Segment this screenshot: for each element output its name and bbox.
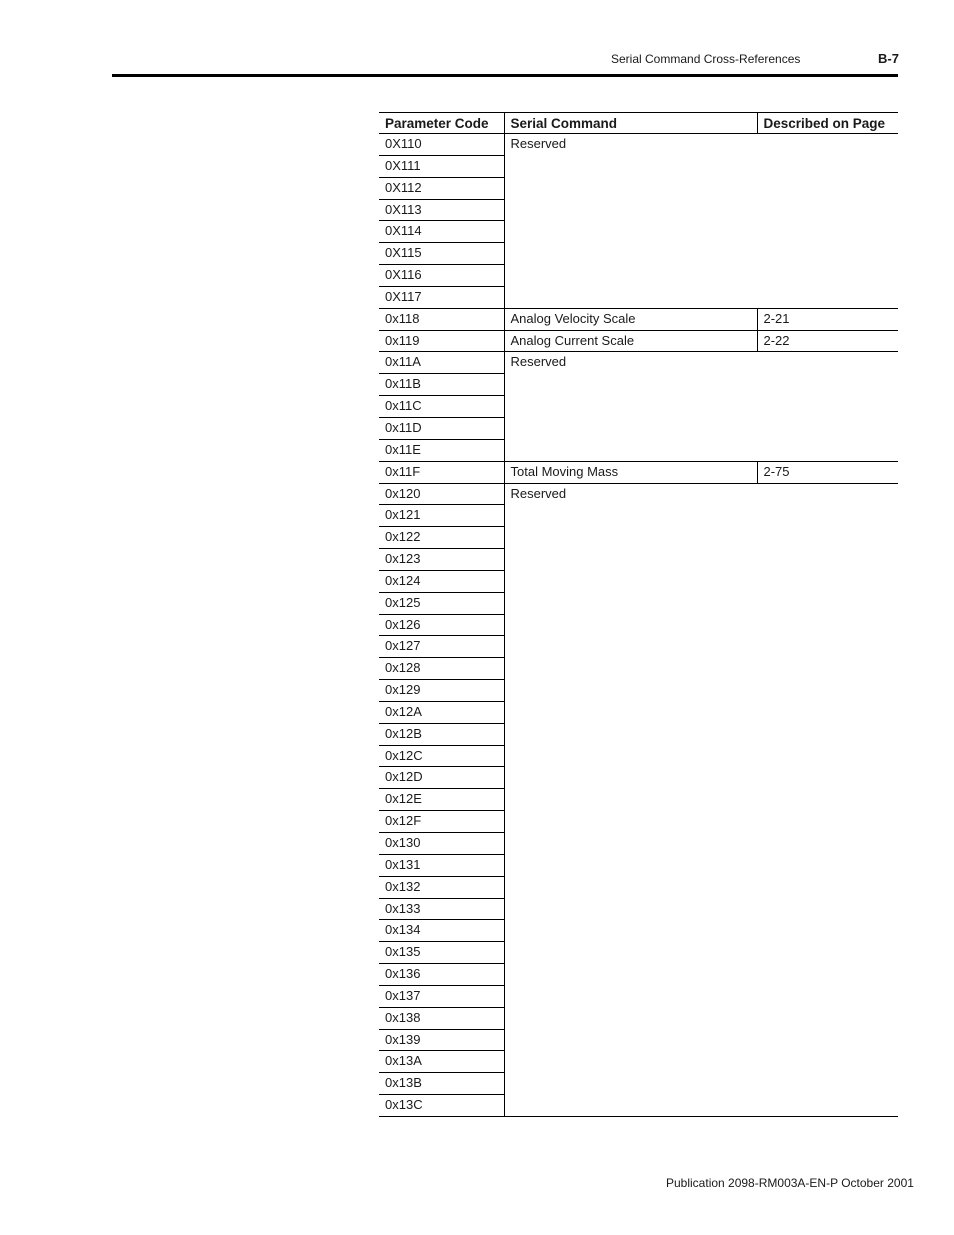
parameter-code-cell: 0x119: [379, 330, 504, 352]
table-row: [379, 308, 898, 330]
parameter-code-cell: 0x13C: [379, 1095, 504, 1117]
parameter-code-cell: 0x121: [379, 505, 504, 527]
parameter-code-cell: 0x122: [379, 527, 504, 549]
parameter-code-cell: 0x125: [379, 592, 504, 614]
parameter-code-cell: 0X116: [379, 265, 504, 287]
parameter-code-cell: 0x124: [379, 570, 504, 592]
parameter-code-cell: 0x12B: [379, 723, 504, 745]
table-row: [379, 330, 898, 352]
table-row: [379, 352, 898, 374]
parameter-code-cell: 0x11A: [379, 352, 504, 374]
parameter-code-cell: 0x137: [379, 985, 504, 1007]
parameter-code-cell: 0x12A: [379, 701, 504, 723]
serial-command-cell: Reserved: [504, 483, 898, 1116]
parameter-code-cell: 0X114: [379, 221, 504, 243]
parameter-code-cell: 0x138: [379, 1007, 504, 1029]
parameter-code-cell: 0x136: [379, 964, 504, 986]
parameter-code-cell: 0x128: [379, 658, 504, 680]
described-on-page-cell: 2-21: [757, 308, 898, 330]
parameter-code-cell: 0x132: [379, 876, 504, 898]
parameter-code-cell: 0X110: [379, 134, 504, 156]
parameter-code-cell: 0x12D: [379, 767, 504, 789]
table-header-row: [379, 113, 898, 134]
parameter-code-cell: 0x130: [379, 833, 504, 855]
serial-command-cell: Total Moving Mass: [504, 461, 757, 483]
parameter-code-cell: 0X113: [379, 199, 504, 221]
parameter-code-cell: 0x133: [379, 898, 504, 920]
described-on-page-cell: 2-75: [757, 461, 898, 483]
parameter-code-cell: 0X111: [379, 155, 504, 177]
serial-command-cell: Analog Current Scale: [504, 330, 757, 352]
parameter-code-cell: 0x120: [379, 483, 504, 505]
publication-footer: Publication 2098-RM003A-EN-P October 2001: [666, 1176, 914, 1190]
parameter-code-cell: 0x131: [379, 854, 504, 876]
parameter-code-cell: 0x11B: [379, 374, 504, 396]
page-number: B-7: [878, 51, 899, 66]
serial-command-cell: Reserved: [504, 352, 898, 461]
parameter-code-cell: 0x139: [379, 1029, 504, 1051]
table-body: [379, 134, 898, 1117]
parameter-code-cell: 0x134: [379, 920, 504, 942]
parameter-code-cell: 0X117: [379, 286, 504, 308]
parameter-code-cell: 0x118: [379, 308, 504, 330]
parameter-code-cell: 0x12C: [379, 745, 504, 767]
parameter-code-cell: 0x126: [379, 614, 504, 636]
cross-reference-table: [379, 112, 898, 1117]
parameter-code-cell: 0X115: [379, 243, 504, 265]
parameter-code-cell: 0x13B: [379, 1073, 504, 1095]
table-row: [379, 134, 898, 156]
serial-command-cell: Analog Velocity Scale: [504, 308, 757, 330]
serial-command-cell: Reserved: [504, 134, 898, 309]
parameter-code-cell: 0x12F: [379, 811, 504, 833]
column-header-serial-command: Serial Command: [504, 113, 757, 134]
parameter-code-cell: 0x135: [379, 942, 504, 964]
parameter-code-cell: 0x129: [379, 680, 504, 702]
parameter-code-cell: 0x127: [379, 636, 504, 658]
running-header-title: Serial Command Cross-References: [611, 52, 801, 66]
header-divider: [112, 74, 898, 77]
parameter-code-cell: 0x11F: [379, 461, 504, 483]
table-row: [379, 483, 898, 505]
parameter-code-cell: 0x11E: [379, 439, 504, 461]
parameter-code-cell: 0x11D: [379, 417, 504, 439]
parameter-code-cell: 0X112: [379, 177, 504, 199]
parameter-code-cell: 0x13A: [379, 1051, 504, 1073]
described-on-page-cell: 2-22: [757, 330, 898, 352]
column-header-described-on-page: Described on Page: [757, 113, 898, 134]
parameter-code-cell: 0x123: [379, 549, 504, 571]
column-header-parameter-code: Parameter Code: [379, 113, 504, 134]
table-row: [379, 461, 898, 483]
parameter-code-cell: 0x12E: [379, 789, 504, 811]
parameter-code-cell: 0x11C: [379, 396, 504, 418]
